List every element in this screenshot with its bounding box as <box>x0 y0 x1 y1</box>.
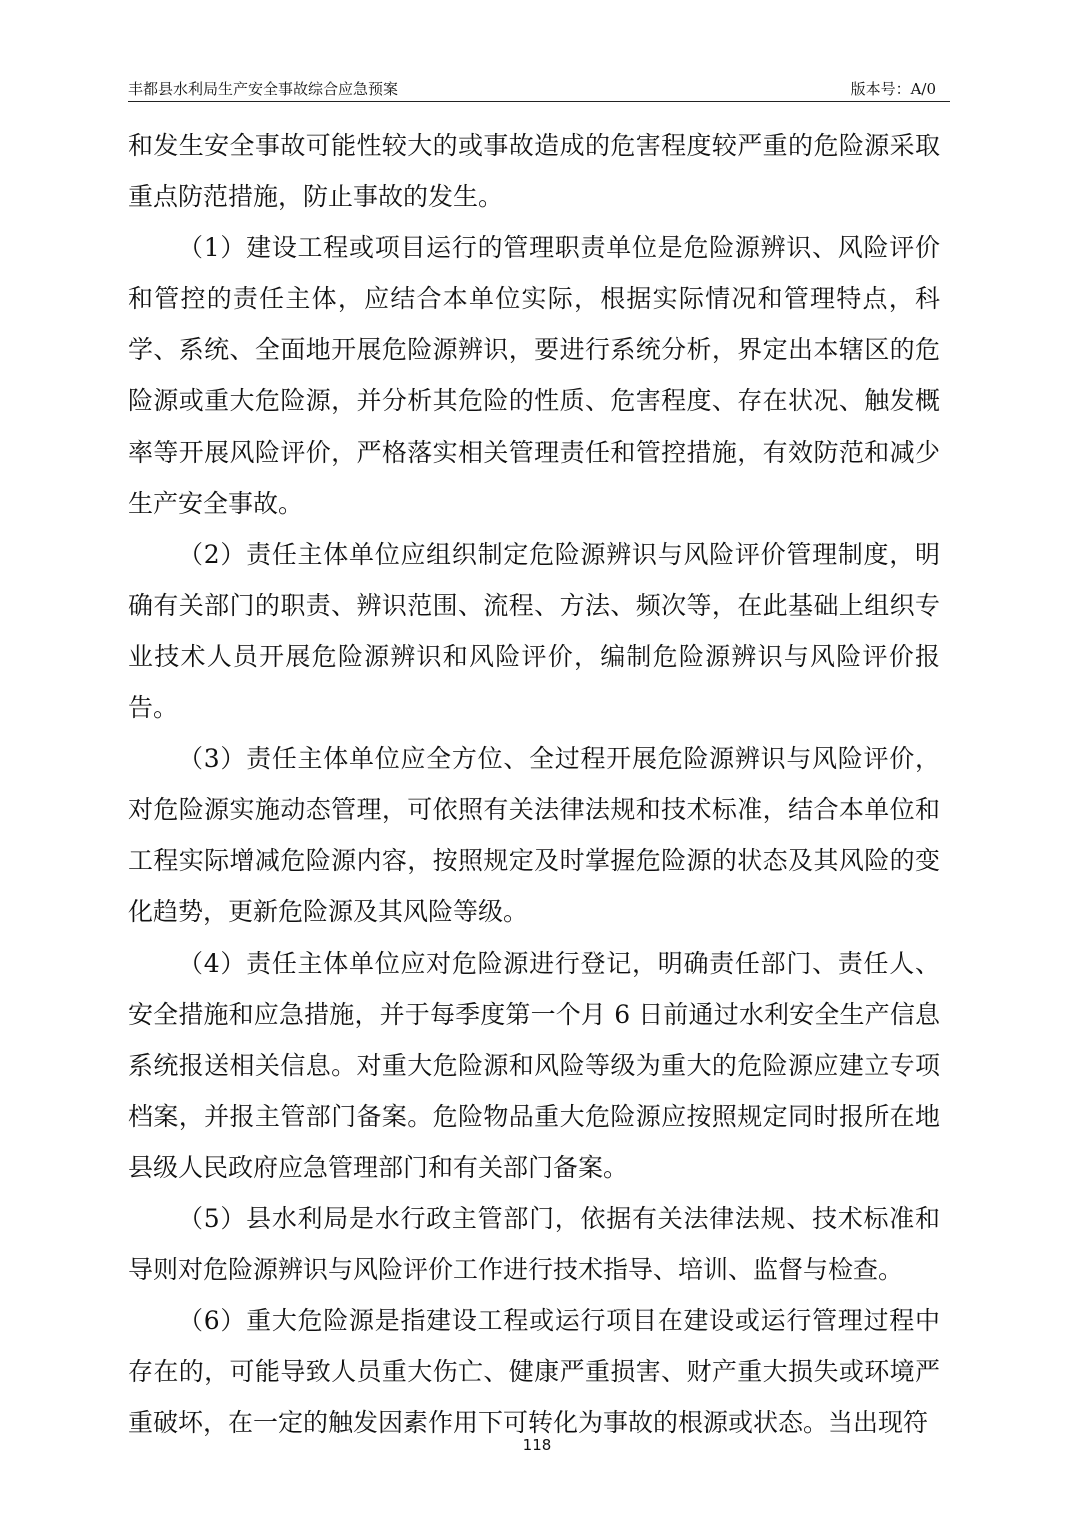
document-title: 丰都县水利局生产安全事故综合应急预案 <box>128 80 399 98</box>
page-number: 118 <box>522 1436 552 1454</box>
header-divider <box>128 101 950 102</box>
paragraph-item-1: （1）建设工程或项目运行的管理职责单位是危险源辨识、风险评价和管控的责任主体，应结合本单位实际，根据实际情况和管理特点，科学、系统、全面地开展危险源辨识，要进行系统分析，界定出本辖区的危险源或重大危险源，并分析其危险的性质、危害程度、存在状况、触发概率等开展风险评价，严格落实相关管理责任和管控措施，有效防范和减少生产安全事故。 <box>128 233 940 518</box>
paragraph-item-5: （5）县水利局是水行政主管部门，依据有关法律法规、技术标准和导则对危险源辨识与风险评价工作进行技术指导、培训、监督与检查。 <box>128 1203 940 1285</box>
paragraph-item-3: （3）责任主体单位应全方位、全过程开展危险源辨识与风险评价，对危险源实施动态管理，可依照有关法律法规和技术标准，结合本单位和工程实际增减危险源内容，按照规定及时掌握危险源的状态及其风险的变化趋势，更新危险源及其风险等级。 <box>128 744 940 927</box>
document-body <box>128 120 940 1448</box>
paragraph-item-2: （2）责任主体单位应组织制定危险源辨识与风险评价管理制度，明确有关部门的职责、辨识范围、流程、方法、频次等，在此基础上组织专业技术人员开展危险源辨识和风险评价，编制危险源辨识与风险评价报告。 <box>128 539 940 723</box>
paragraph-item-6: （6）重大危险源是指建设工程或运行项目在建设或运行管理过程中存在的，可能导致人员重大伤亡、健康严重损害、财产重大损失或环境严重破坏，在一定的触发因素作用下可转化为事故的根源或状态。当出现符 <box>128 1306 940 1438</box>
page-header <box>128 78 950 100</box>
paragraph-item-4: （4）责任主体单位应对危险源进行登记，明确责任部门、责任人、安全措施和应急措施，并于每季度第一个月 6 日前通过水利安全生产信息系统报送相关信息。对重大危险源和风险等级为重大的危险源应建立专项档案，并报主管部门备案。危险物品重大危险源应按照规定同时报所在地县级人民政府应急管理部门和有关部门备案。 <box>128 948 940 1182</box>
paragraph-continued: 和发生安全事故可能性较大的或事故造成的危害程度较严重的危险源采取重点防范措施，防止事故的发生。 <box>128 131 940 212</box>
version-number: 版本号：A/0 <box>850 80 936 98</box>
